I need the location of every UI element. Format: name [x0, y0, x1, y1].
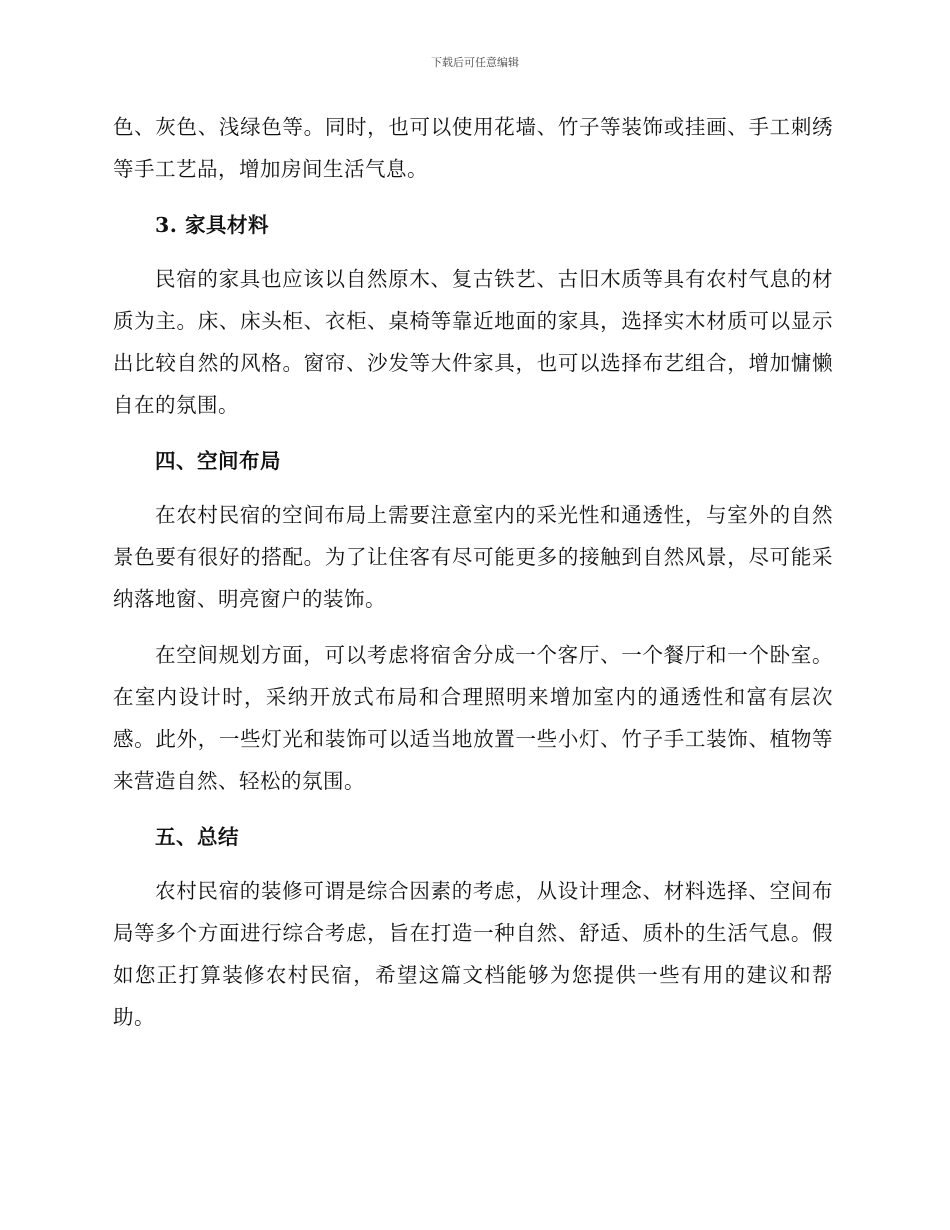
section-heading-layout: 四、空间布局	[155, 449, 281, 473]
paragraph-layout-1: 在农村民宿的空间布局上需要注意室内的采光性和通透性，与室外的自然景色要有很好的搭配。为了让住客有尽可能更多的接触到自然风景，尽可能采纳落地窗、明亮窗户的装饰。	[113, 503, 833, 611]
paragraph-summary: 农村民宿的装修可谓是综合因素的考虑，从设计理念、材料选择、空间布局等多个方面进行综合考虑，旨在打造一种自然、舒适、质朴的生活气息。假如您正打算装修农村民宿，希望这篇文档能够为您提供一些有用的建议和帮助。	[113, 879, 833, 1029]
paragraph-layout-2: 在空间规划方面，可以考虑将宿舍分成一个客厅、一个餐厅和一个卧室。在室内设计时，采纳开放式布局和合理照明来增加室内的通透性和富有层次感。此外，一些灯光和装饰可以适当地放置一些小灯、竹子手工装饰、植物等来营造自然、轻松的氛围。	[113, 643, 833, 793]
paragraph-furniture: 民宿的家具也应该以自然原木、复古铁艺、古旧木质等具有农村气息的材质为主。床、床头柜、衣柜、桌椅等靠近地面的家具，选择实木材质可以显示出比较自然的风格。窗帘、沙发等大件家具，也可以选择布艺组合，增加慵懒自在的氛围。	[113, 267, 833, 417]
section-heading-summary: 五、总结	[155, 825, 239, 849]
paragraph-continued: 色、灰色、浅绿色等。同时，也可以使用花墙、竹子等装饰或挂画、手工刺绣等手工艺品，增加房间生活气息。	[113, 115, 833, 181]
section-heading-furniture: 3. 家具材料	[155, 213, 270, 237]
document-body	[113, 106, 833, 1052]
page-header: 下载后可任意编辑	[431, 56, 519, 69]
